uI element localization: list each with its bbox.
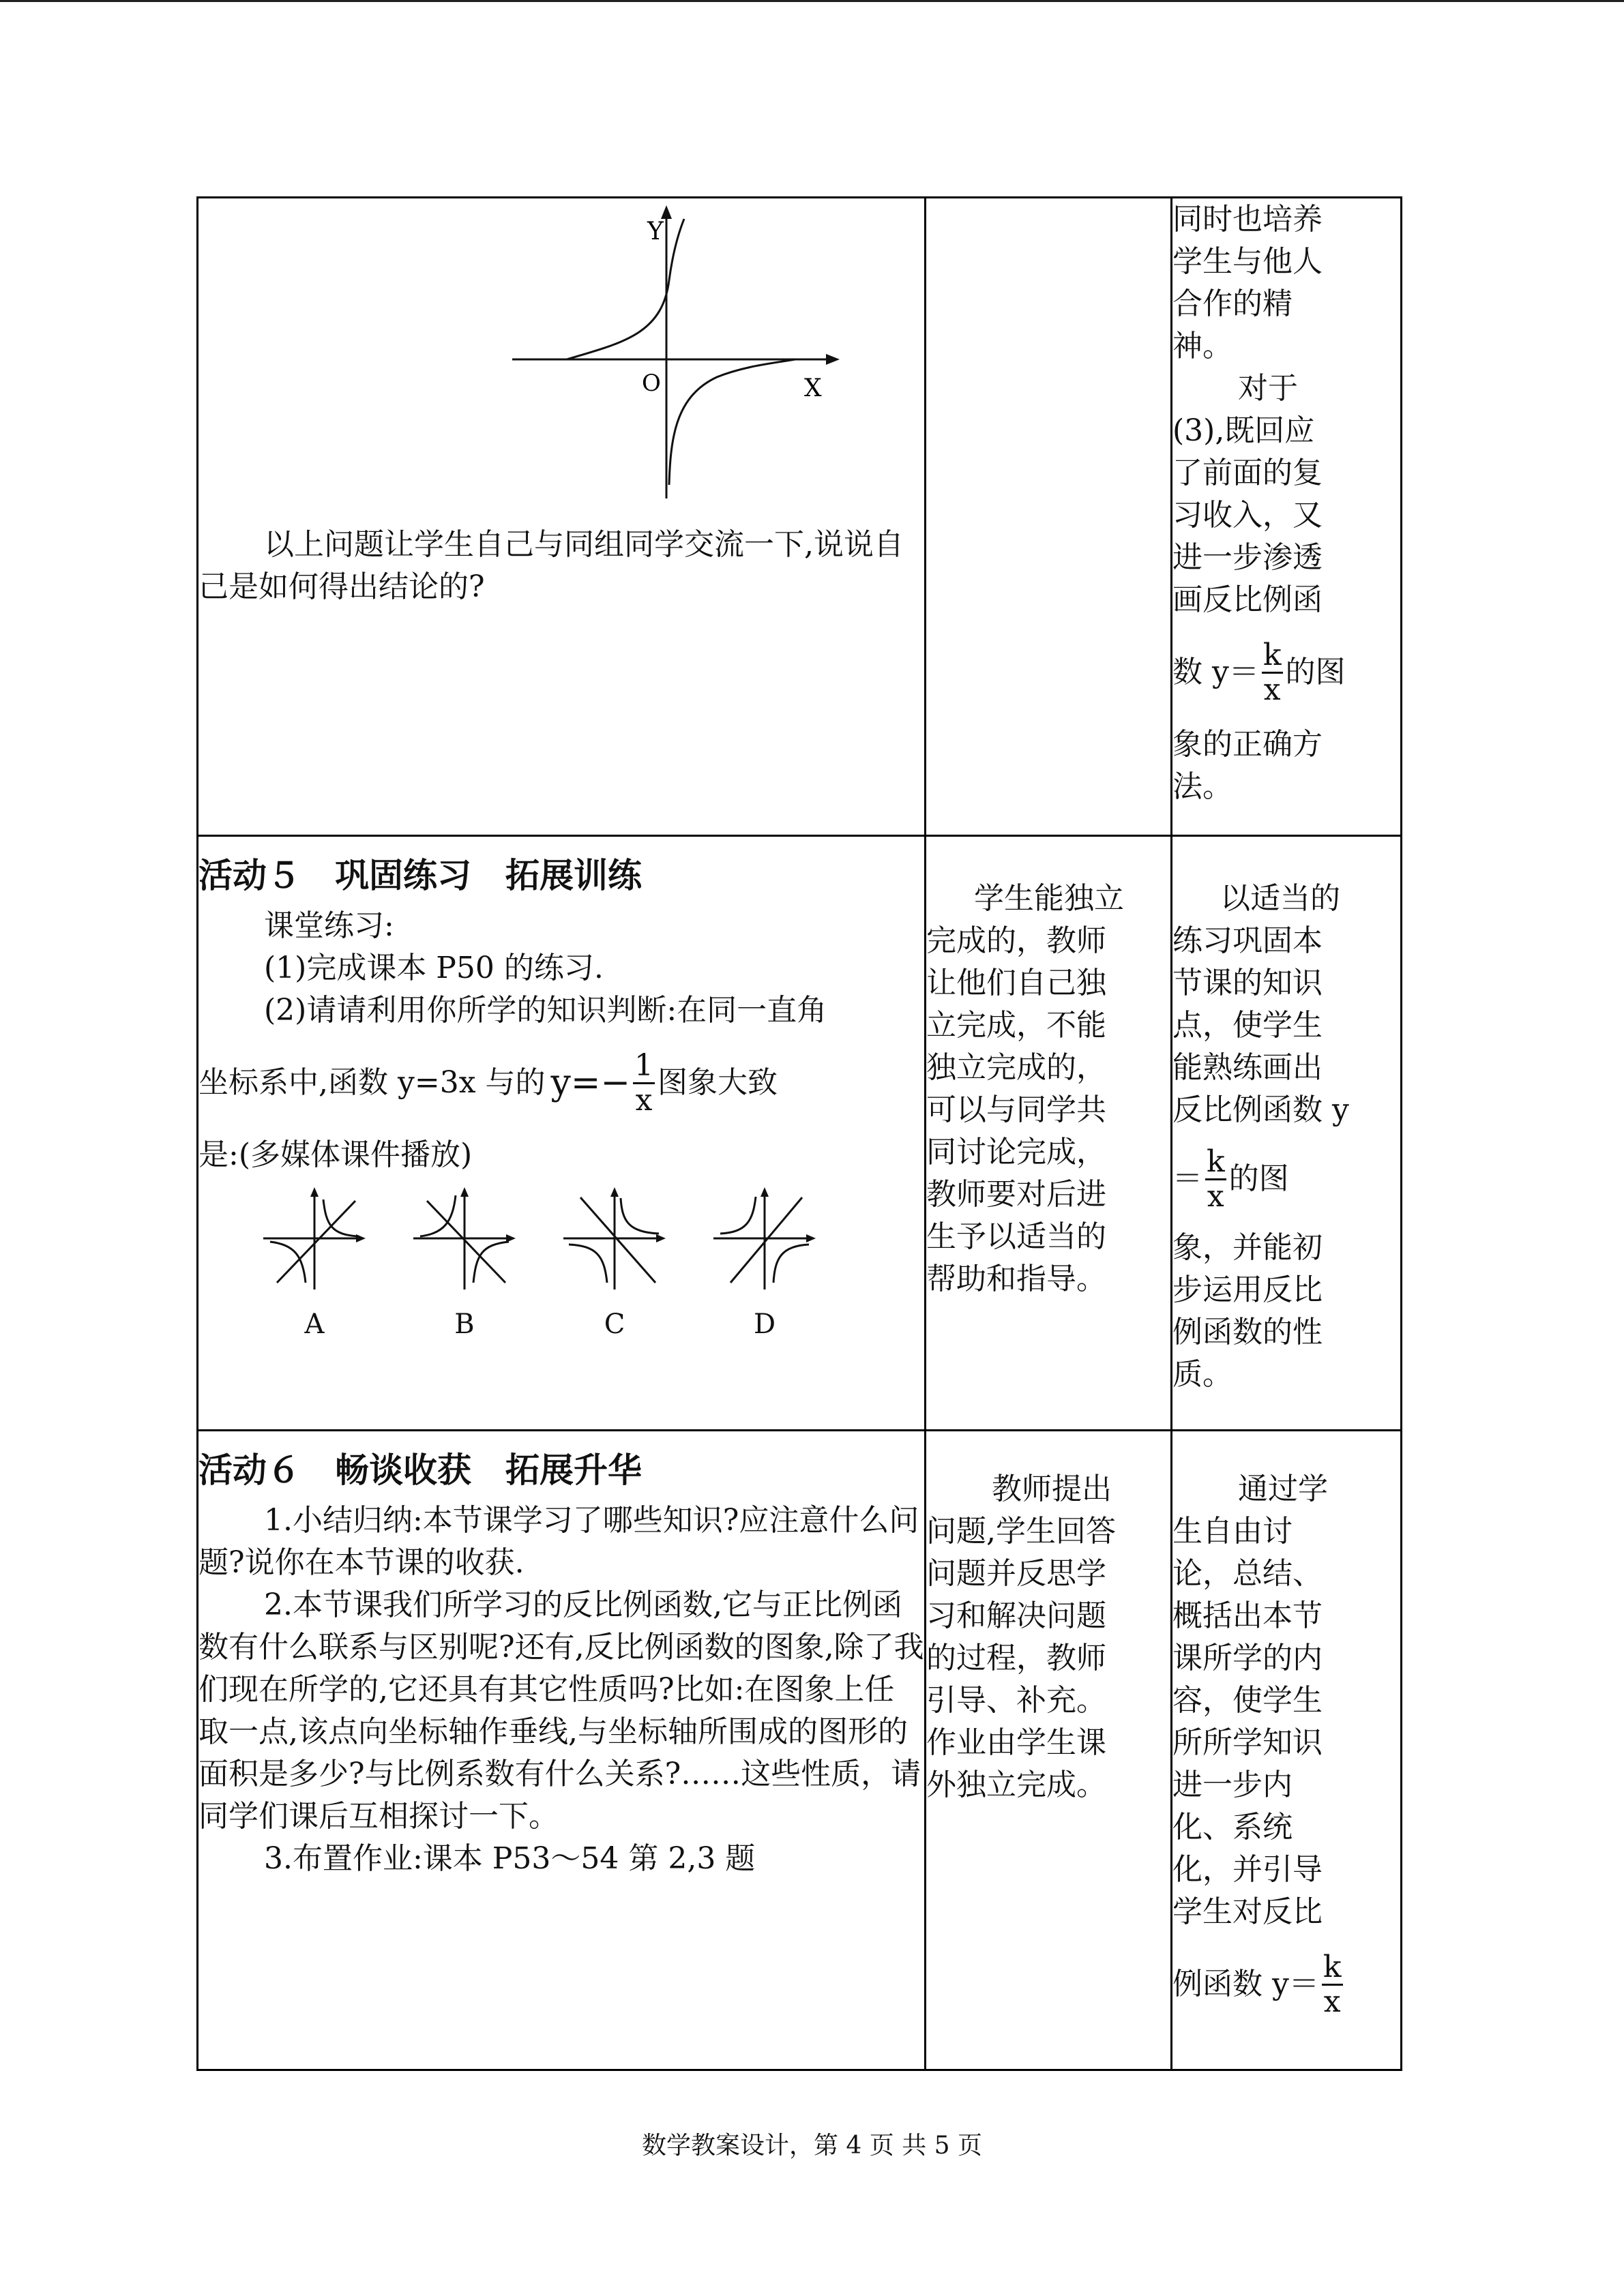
choice-label: B xyxy=(454,1309,475,1340)
intent-line: 反比例函数 y xyxy=(1172,1092,1349,1127)
answer-choices xyxy=(260,1187,924,1345)
intent-line: 论，总结、 xyxy=(1172,1556,1323,1591)
practice-text: 坐标系中,函数 y=3x 与的 xyxy=(198,1065,546,1100)
lesson-plan-table xyxy=(196,196,1402,2071)
choice-b xyxy=(410,1187,519,1345)
design-intent-cell xyxy=(1172,1431,1402,2070)
formula-prefix: y=− xyxy=(550,1062,631,1103)
teacher-line: 问题,学生回答 xyxy=(926,1514,1116,1549)
intent-line: 容，使学生 xyxy=(1172,1683,1323,1718)
intent-line: 象的正确方 xyxy=(1172,727,1323,762)
intent-line: 法。 xyxy=(1172,769,1232,804)
summary-paragraph: 1.小结归纳:本节课学习了哪些知识?应注意什么问题?说你在本节课的收获. xyxy=(198,1503,919,1580)
practice-item-2: (2)请请利用你所学的知识判断:在同一直角 xyxy=(264,993,827,1028)
inverse-proportion-formula xyxy=(1172,1131,1400,1227)
intent-line: 节课的知识 xyxy=(1172,966,1323,1000)
fraction xyxy=(1262,639,1283,706)
teacher-activity-cell xyxy=(926,1431,1172,2070)
intent-line: 习收入，又 xyxy=(1172,498,1323,533)
intent-line: 合作的精 xyxy=(1172,286,1293,321)
teacher-line: 同讨论完成， xyxy=(926,1135,1106,1169)
practice-formula-line xyxy=(198,1032,924,1134)
fraction xyxy=(633,1049,655,1117)
fraction-numerator: k xyxy=(1263,637,1282,672)
hyperbola-graph xyxy=(198,198,887,519)
top-border-line xyxy=(0,0,1624,2)
formula-prefix: ＝ xyxy=(1172,1161,1202,1196)
x-axis-label: X xyxy=(804,374,822,402)
teacher-line: 引导、补充。 xyxy=(926,1683,1106,1718)
intent-line: 课所学的内 xyxy=(1172,1641,1323,1675)
fraction-denominator: x xyxy=(1323,1984,1341,2019)
teacher-line: 学生能独立 xyxy=(974,881,1124,916)
intent-line: 画反比例函 xyxy=(1172,582,1323,617)
fraction-denominator: x xyxy=(1207,1178,1224,1214)
teacher-activity-cell xyxy=(926,836,1172,1431)
choice-c-graph xyxy=(563,1187,666,1289)
teacher-line: 让他们自己独 xyxy=(926,966,1106,1000)
intent-line: 对于 xyxy=(1238,371,1298,406)
table-row xyxy=(198,1431,1402,2070)
practice-text: 图象大致 xyxy=(658,1065,778,1100)
activity-heading: 活动６ 畅谈收获 拓展升华 xyxy=(198,1450,642,1490)
fraction-numerator: 1 xyxy=(634,1047,654,1083)
teacher-activity-cell xyxy=(926,198,1172,836)
activity-content-cell xyxy=(198,198,926,836)
choice-a xyxy=(260,1187,369,1345)
choice-label: D xyxy=(753,1309,776,1340)
y-axis-arrow xyxy=(661,205,672,219)
choice-label: C xyxy=(604,1309,625,1340)
intent-line: 同时也培养 xyxy=(1172,202,1323,237)
intent-line: 象，并能初 xyxy=(1172,1230,1323,1265)
origin-label: O xyxy=(642,370,661,397)
intent-line: 例函数的性 xyxy=(1172,1315,1323,1350)
intent-line: 通过学 xyxy=(1238,1472,1328,1506)
intent-line: 了前面的复 xyxy=(1172,456,1323,490)
teacher-line: 习和解决问题 xyxy=(926,1598,1106,1633)
activity-content-cell xyxy=(198,836,926,1431)
intent-line: (3),既回应 xyxy=(1172,413,1315,448)
fraction-denominator: x xyxy=(1263,672,1281,707)
teacher-line: 的过程，教师 xyxy=(926,1641,1106,1675)
activity-heading: 活动５ 巩固练习 拓展训练 xyxy=(198,856,642,895)
intent-line: 点，使学生 xyxy=(1172,1008,1323,1043)
formula-suffix: 的图 xyxy=(1285,655,1346,689)
inverse-proportion-formula xyxy=(1172,1933,1400,2036)
choice-c xyxy=(560,1187,669,1345)
intent-line: 能熟练画出 xyxy=(1172,1050,1323,1085)
fraction xyxy=(1322,1951,1343,2018)
intent-line: 概括出本节 xyxy=(1172,1598,1323,1633)
intent-line: 练习巩固本 xyxy=(1172,923,1323,958)
choice-d xyxy=(710,1187,819,1345)
intent-line: 学生与他人 xyxy=(1172,244,1323,279)
formula-suffix: 的图 xyxy=(1228,1161,1289,1196)
inverse-proportion-formula xyxy=(1172,621,1400,724)
intent-line: 神。 xyxy=(1172,329,1232,363)
intent-line: 步运用反比 xyxy=(1172,1272,1323,1307)
homework-paragraph: 3.布置作业:课本 P53～54 第 2,3 题 xyxy=(264,1841,756,1876)
practice-label: 课堂练习: xyxy=(264,908,394,943)
x-axis-arrow xyxy=(826,354,840,365)
intent-line: 学生对反比 xyxy=(1172,1894,1323,1929)
y-axis-label: Y xyxy=(647,218,664,245)
intent-line: 化，并引导 xyxy=(1172,1852,1323,1887)
teacher-line: 独立完成的， xyxy=(926,1050,1106,1085)
teacher-line: 完成的，教师 xyxy=(926,923,1106,958)
fraction-denominator: x xyxy=(635,1082,653,1118)
choice-label: A xyxy=(304,1309,325,1340)
teacher-line: 可以与同学共 xyxy=(926,1092,1106,1127)
design-intent-cell xyxy=(1172,836,1402,1431)
teacher-line: 外独立完成。 xyxy=(926,1768,1106,1802)
teacher-line: 立完成，不能 xyxy=(926,1008,1106,1043)
teacher-line: 帮助和指导。 xyxy=(926,1262,1106,1296)
choice-a-graph xyxy=(263,1187,366,1289)
activity-content-cell xyxy=(198,1431,926,2070)
hyperbola-branch-lower xyxy=(669,359,795,485)
intent-line: 化、系统 xyxy=(1172,1810,1293,1845)
intent-line: 进一步渗透 xyxy=(1172,540,1323,575)
practice-text: 是:(多媒体课件播放) xyxy=(198,1137,473,1172)
fraction xyxy=(1205,1146,1226,1213)
teacher-line: 教师要对后进 xyxy=(926,1177,1106,1212)
choice-b-graph xyxy=(413,1187,516,1289)
teacher-line: 问题并反思学 xyxy=(926,1556,1106,1591)
fraction-numerator: k xyxy=(1323,1949,1342,1984)
page-footer: 数学教案设计，第 4 页 共 5 页 xyxy=(641,2132,983,2160)
intent-line: 生自由讨 xyxy=(1172,1514,1293,1549)
discussion-prompt: 以上问题让学生自己与同组同学交流一下,说说自己是如何得出结论的? xyxy=(198,527,904,604)
practice-item-1: (1)完成课本 P50 的练习. xyxy=(264,951,604,985)
intent-line: 进一步内 xyxy=(1172,1768,1293,1802)
teacher-line: 教师提出 xyxy=(992,1472,1112,1506)
teacher-line: 作业由学生课 xyxy=(926,1725,1106,1760)
design-intent-cell xyxy=(1172,198,1402,836)
table-row xyxy=(198,198,1402,836)
table-row xyxy=(198,836,1402,1431)
teacher-line: 生予以适当的 xyxy=(926,1219,1106,1254)
formula-prefix: 例函数 y＝ xyxy=(1172,1967,1319,2001)
intent-line: 质。 xyxy=(1172,1357,1232,1392)
comparison-paragraph: 2.本节课我们所学习的反比例函数,它与正比例函数有什么联系与区别呢?还有,反比例函数的图象,除了我们现在所学的,它还具有其它性质吗?比如:在图象上任取一点,该点向坐标轴作垂线,与坐标轴所围成的图形的面积是多少?与比例系数有什么关系?……这些性质，请同学们课后互相探讨一下。 xyxy=(198,1587,924,1834)
intent-line: 所所学知识 xyxy=(1172,1725,1323,1760)
formula-prefix: 数 y＝ xyxy=(1172,655,1259,689)
intent-line: 以适当的 xyxy=(1220,881,1340,916)
choice-d-graph xyxy=(713,1187,816,1289)
fraction-numerator: k xyxy=(1207,1144,1225,1179)
